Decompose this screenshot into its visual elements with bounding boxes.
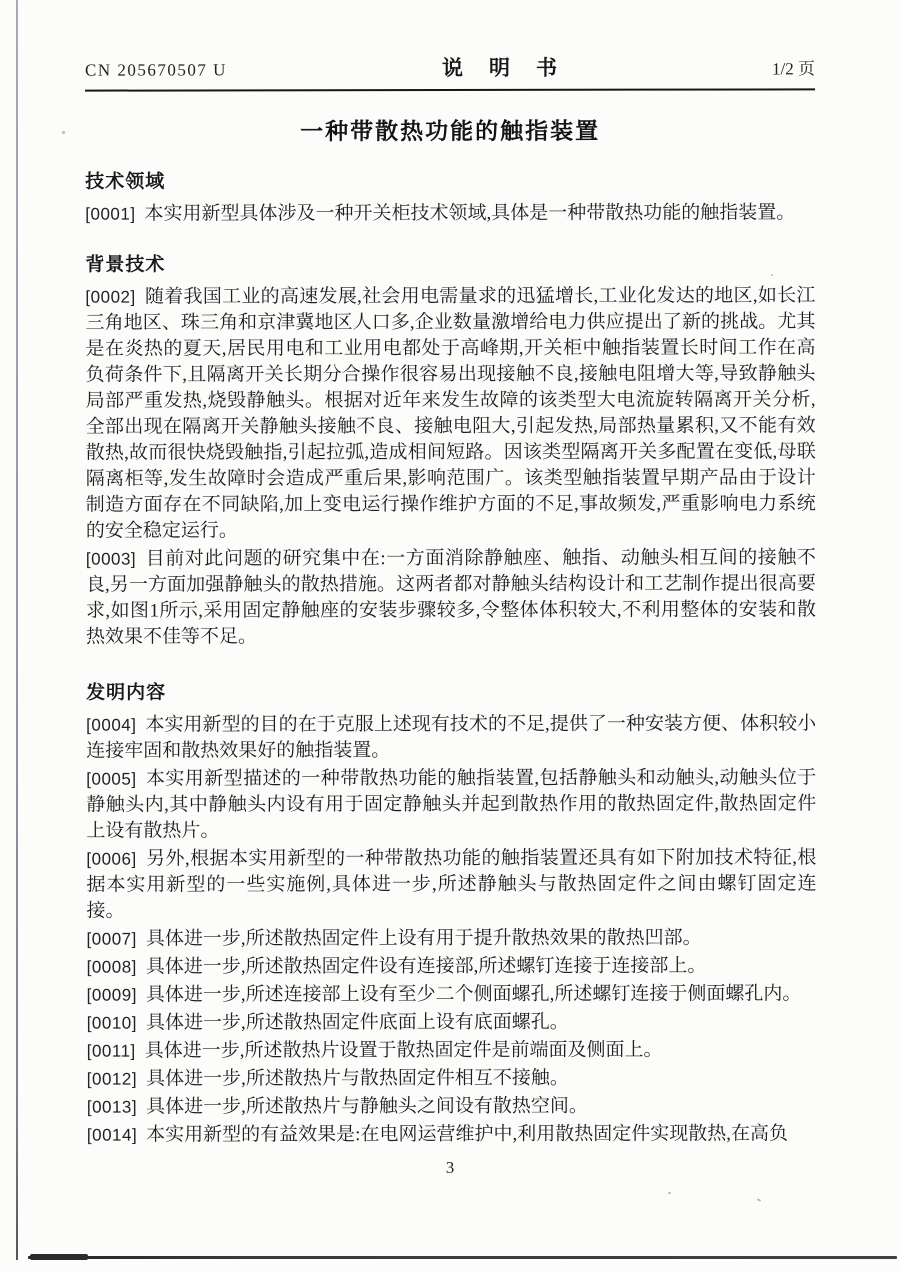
scan-bottom-edge-line bbox=[28, 1256, 897, 1259]
paragraph-text: 另外,根据本实用新型的一种带散热功能的触指装置还具有如下附加技术特征,根据本实用新型的一些实施例,具体进一步,所述静触头与散热固定件之间由螺钉固定连接。 bbox=[86, 847, 817, 922]
scan-left-edge-line bbox=[16, 0, 18, 1260]
numbered-paragraph bbox=[87, 1093, 817, 1120]
paragraph-text: 目前对此问题的研究集中在:一方面消除静触座、触指、动触头相互间的接触不良,另一方面加强静触头的散热措施。这两者都对静触头结构设计和工艺制作提出很高要求,如图1所示,采用固定静触座的安装步骤较多,令整体体积较大,不利用整体的安装和散热效果不佳等不足。 bbox=[85, 547, 816, 648]
paragraph-number: [0006] bbox=[86, 849, 137, 869]
document-body bbox=[85, 171, 817, 1148]
section-heading: 背景技术 bbox=[85, 254, 166, 276]
paragraph-number: [0011] bbox=[86, 1041, 136, 1061]
patent-section bbox=[85, 254, 816, 650]
paragraph-number: [0014] bbox=[86, 1125, 138, 1145]
scan-speck bbox=[757, 1198, 761, 1202]
paragraph-number: [0012] bbox=[86, 1069, 138, 1089]
numbered-paragraph bbox=[87, 925, 817, 952]
numbered-paragraph bbox=[87, 1065, 817, 1092]
paragraph-number: [0013] bbox=[86, 1097, 138, 1117]
paragraph-number: [0005] bbox=[86, 769, 137, 789]
paragraph-number: [0002] bbox=[85, 287, 136, 307]
document-type-label: 说明书 bbox=[441, 56, 584, 81]
paragraph-number: [0003] bbox=[85, 549, 137, 569]
numbered-paragraph bbox=[87, 981, 817, 1008]
scan-speck bbox=[668, 1192, 671, 1194]
section-heading: 发明内容 bbox=[86, 682, 167, 704]
paragraph-text: 具体进一步,所述散热片与散热固定件相互不接触。 bbox=[146, 1067, 569, 1090]
paragraph-number: [0004] bbox=[86, 715, 137, 735]
numbered-paragraph bbox=[85, 283, 815, 544]
paragraph-number: [0008] bbox=[86, 957, 137, 977]
numbered-paragraph bbox=[86, 711, 816, 764]
numbered-paragraph bbox=[87, 953, 817, 980]
paragraph-number: [0007] bbox=[86, 929, 137, 949]
invention-title: 一种带散热功能的触指装置 bbox=[300, 117, 601, 145]
patent-section bbox=[86, 682, 817, 1148]
numbered-paragraph bbox=[85, 200, 815, 227]
paragraph-text: 具体进一步,所述连接部上设有至少二个侧面螺孔,所述螺钉连接于侧面螺孔内。 bbox=[145, 983, 802, 1006]
paragraph-number: [0009] bbox=[86, 985, 137, 1005]
paragraph-number: [0010] bbox=[86, 1013, 137, 1033]
paragraph-number: [0001] bbox=[85, 204, 136, 224]
paragraph-text: 随着我国工业的高速发展,社会用电需量求的迅猛增长,工业化发达的地区,如长江三角地区、珠三角和京津冀地区人口多,企业数量激增给电力供应提出了新的挑战。尤其是在炎热的夏天,居民用电和工业用电都处于高峰期,开关柜中触指装置长时间工作在高负荷条件下,且隔离开关长期分合操作很容易出现接触不良,接触电阻增大等,导致静触头局部严重发热,烧毁静触头。根据对近年来发生故障的该类型大电流旋转隔离开关分析,全部出现在隔离开关静触头接触不良、接触电阻大,引起发热,局部热量累积,又不能有效散热,故而很快烧毁触指,引起拉弧,造成相间短路。因该类型隔离开关多配置在变低,母联隔离柜等,发生故障时会造成严重后果,影响范围广。该类型触指装置早期产品由于设计制造方面存在不同缺陷,加上变电运行操作维护方面的不足,事故频发,严重影响电力系统的安全稳定运行。 bbox=[85, 285, 816, 542]
numbered-paragraph bbox=[87, 1009, 817, 1036]
paragraph-text: 本实用新型描述的一种带散热功能的触指装置,包括静触头和动触头,动触头位于静触头内,其中静触头内设有用于固定静触头并起到散热作用的散热固定件,散热固定件上设有散热片。 bbox=[86, 767, 817, 842]
paragraph-text: 本实用新型的目的在于克服上述现有技术的不足,提供了一种安装方便、体积较小连接牢固和散热效果好的触指装置。 bbox=[86, 713, 817, 762]
section-heading: 技术领域 bbox=[85, 171, 166, 193]
page-content bbox=[85, 51, 817, 1148]
paragraph-text: 具体进一步,所述散热固定件上设有用于提升散热效果的散热凹部。 bbox=[145, 927, 702, 950]
numbered-paragraph bbox=[86, 845, 816, 924]
scan-speck bbox=[62, 131, 65, 134]
document-number: CN 205670507 U bbox=[85, 60, 227, 80]
paragraph-text: 具体进一步,所述散热片与静触头之间设有散热空间。 bbox=[146, 1095, 588, 1118]
numbered-paragraph bbox=[87, 1121, 817, 1148]
patent-section bbox=[85, 171, 815, 227]
paragraph-text: 具体进一步,所述散热片设置于散热固定件是前端面及侧面上。 bbox=[144, 1039, 663, 1062]
numbered-paragraph bbox=[86, 545, 816, 650]
paragraph-text: 本实用新型具体涉及一种开关柜技术领域,具体是一种带散热功能的触指装置。 bbox=[144, 202, 796, 225]
numbered-paragraph bbox=[86, 765, 816, 844]
footer-page-number: 3 bbox=[445, 1158, 455, 1177]
paragraph-text: 具体进一步,所述散热固定件设有连接部,所述螺钉连接于连接部上。 bbox=[145, 955, 707, 978]
paragraph-text: 本实用新型的有益效果是:在电网运营维护中,利用散热固定件实现散热,在高负 bbox=[146, 1123, 788, 1146]
paragraph-text: 具体进一步,所述散热固定件底面上设有底面螺孔。 bbox=[145, 1011, 569, 1034]
page-header bbox=[85, 51, 815, 91]
numbered-paragraph bbox=[87, 1037, 817, 1064]
page-indicator: 1/2 页 bbox=[772, 59, 816, 79]
